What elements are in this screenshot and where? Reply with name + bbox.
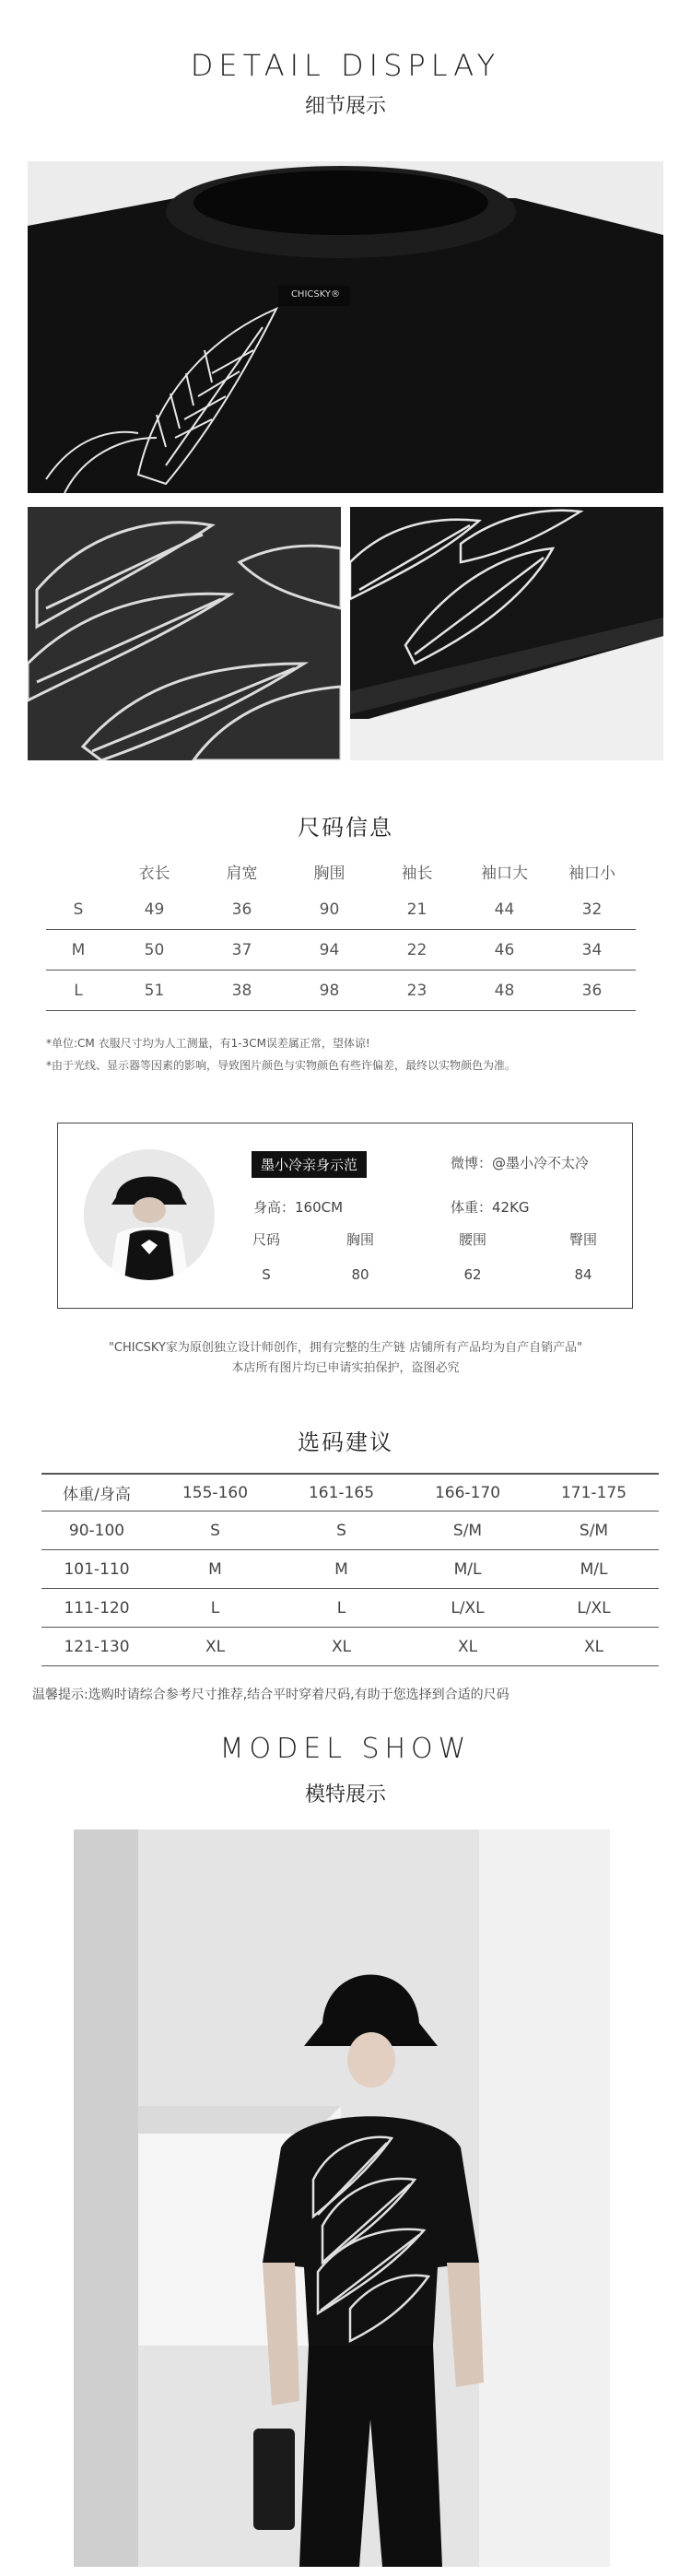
recommend-header-cell: 体重/身高 bbox=[63, 1486, 131, 1504]
table-row bbox=[41, 1589, 659, 1628]
size-cell: 48 bbox=[494, 981, 515, 1000]
size-cell: 94 bbox=[319, 940, 340, 959]
size-cell: 34 bbox=[581, 940, 603, 959]
detail-photo-feathers bbox=[28, 507, 341, 760]
recommend-cell: XL bbox=[205, 1637, 226, 1656]
recommend-cell: M bbox=[208, 1559, 222, 1579]
size-header-cell: 袖长 bbox=[401, 864, 433, 883]
model-info-box bbox=[57, 1123, 633, 1309]
detail-title-zh: 细节展示 bbox=[304, 95, 386, 118]
size-header-cell: 袖口大 bbox=[481, 864, 528, 883]
size-cell: 44 bbox=[494, 900, 515, 919]
size-cell: 21 bbox=[406, 900, 427, 919]
model-show-photo bbox=[74, 1829, 610, 2567]
model-weibo: 微博：@墨小冷不太冷 bbox=[451, 1155, 590, 1171]
size-cell: S bbox=[73, 900, 84, 919]
size-cell: 36 bbox=[231, 900, 252, 919]
table-row bbox=[46, 930, 636, 970]
recommend-cell: XL bbox=[457, 1637, 478, 1656]
size-header-cell: 袖口小 bbox=[568, 864, 615, 883]
model-avatar bbox=[84, 1149, 215, 1280]
recommend-cell: S/M bbox=[579, 1521, 609, 1540]
recommend-table-header bbox=[41, 1473, 659, 1511]
recommend-cell: M/L bbox=[580, 1559, 608, 1579]
model-dim-value: 84 bbox=[574, 1266, 592, 1283]
recommend-tip: 温馨提示:选购时请综合参考尺寸推荐,结合平时穿着尺码,有助于您选择到合适的尺码 bbox=[32, 1688, 509, 1702]
recommend-cell: S bbox=[336, 1521, 346, 1540]
recommend-cell: XL bbox=[331, 1637, 352, 1656]
recommend-cell: M/L bbox=[453, 1559, 482, 1579]
size-cell: 32 bbox=[581, 900, 603, 919]
recommend-cell: L/XL bbox=[577, 1598, 611, 1617]
size-cell: 90 bbox=[319, 900, 340, 919]
model-height: 身高：160CM bbox=[253, 1199, 344, 1216]
recommend-header-cell: 166-170 bbox=[434, 1483, 501, 1502]
table-row bbox=[41, 1628, 659, 1666]
detail-title-en: DETAIL DISPLAY bbox=[190, 48, 501, 83]
recommend-cell: L/XL bbox=[451, 1598, 485, 1617]
size-note-2: *由于光线、显示器等因素的影响，导致图片颜色与实物颜色有些许偏差，最终以实物颜色为准。 bbox=[46, 1059, 517, 1072]
size-cell: 51 bbox=[144, 981, 165, 1000]
model-show-title-zh: 模特展示 bbox=[304, 1783, 386, 1806]
size-cell: 46 bbox=[494, 940, 515, 959]
copyright-line-1: "CHICSKY家为原创独立设计师创作，拥有完整的生产链 店铺所有产品均为自产自销产品" bbox=[108, 1341, 583, 1355]
size-note-1: *单位:CM 衣服尺寸均为人工测量，有1-3CM误差属正常，望体谅! bbox=[46, 1037, 370, 1050]
size-cell: 50 bbox=[144, 940, 165, 959]
table-row bbox=[41, 1511, 659, 1550]
copyright-line-2: 本店所有图片均已申请实拍保护，盗图必究 bbox=[231, 1361, 460, 1375]
recommend-table bbox=[41, 1473, 659, 1666]
recommend-cell: S bbox=[210, 1521, 220, 1540]
model-name-tag: 墨小冷亲身示范 bbox=[252, 1151, 367, 1178]
size-cell: 23 bbox=[406, 981, 427, 1000]
size-cell: 37 bbox=[231, 940, 252, 959]
size-header-cell: 肩宽 bbox=[226, 864, 258, 883]
size-info-title: 尺码信息 bbox=[298, 815, 393, 841]
recommend-cell: M bbox=[334, 1559, 348, 1579]
size-header-cell: 胸围 bbox=[313, 864, 346, 883]
recommend-cell: L bbox=[336, 1598, 346, 1617]
table-row bbox=[46, 970, 636, 1011]
recommend-cell: XL bbox=[583, 1637, 604, 1656]
recommend-header-cell: 171-175 bbox=[560, 1483, 627, 1502]
brand-label: CHICSKY® bbox=[290, 289, 341, 300]
recommend-cell: 90-100 bbox=[68, 1521, 125, 1540]
model-dim-header: 胸围 bbox=[346, 1231, 374, 1248]
size-cell: 49 bbox=[144, 900, 165, 919]
size-cell: 98 bbox=[319, 981, 340, 1000]
size-header-cell: 衣长 bbox=[138, 864, 170, 883]
model-dim-value: 80 bbox=[351, 1266, 369, 1283]
size-cell: 38 bbox=[231, 981, 252, 1000]
table-row bbox=[46, 889, 636, 930]
size-table-header bbox=[46, 853, 636, 889]
detail-photo-hem bbox=[350, 507, 663, 760]
model-dim-header: 臀围 bbox=[568, 1231, 597, 1248]
recommend-cell: 121-130 bbox=[64, 1637, 130, 1656]
model-dim-value: S bbox=[262, 1266, 271, 1283]
table-row bbox=[41, 1550, 659, 1589]
recommend-cell: 111-120 bbox=[64, 1598, 130, 1617]
recommend-title: 选码建议 bbox=[298, 1429, 393, 1455]
copyright-notice bbox=[0, 1338, 691, 1379]
model-show-title-en: MODEL SHOW bbox=[219, 1733, 472, 1765]
recommend-cell: S/M bbox=[452, 1521, 483, 1540]
model-dim-value: 62 bbox=[463, 1266, 482, 1283]
model-dim-header: 腰围 bbox=[458, 1231, 486, 1248]
size-cell: 22 bbox=[406, 940, 427, 959]
detail-photo-collar bbox=[28, 161, 663, 493]
recommend-header-cell: 155-160 bbox=[182, 1483, 249, 1502]
recommend-header-cell: 161-165 bbox=[308, 1483, 375, 1502]
size-cell: M bbox=[71, 940, 86, 959]
model-dim-header: 尺码 bbox=[252, 1231, 280, 1248]
model-weight: 体重：42KG bbox=[451, 1199, 530, 1216]
size-notes bbox=[46, 1032, 654, 1076]
recommend-cell: 101-110 bbox=[64, 1559, 130, 1579]
size-cell: L bbox=[74, 981, 83, 1000]
size-cell: 36 bbox=[581, 981, 603, 1000]
recommend-cell: L bbox=[210, 1598, 220, 1617]
size-table bbox=[46, 853, 636, 1011]
